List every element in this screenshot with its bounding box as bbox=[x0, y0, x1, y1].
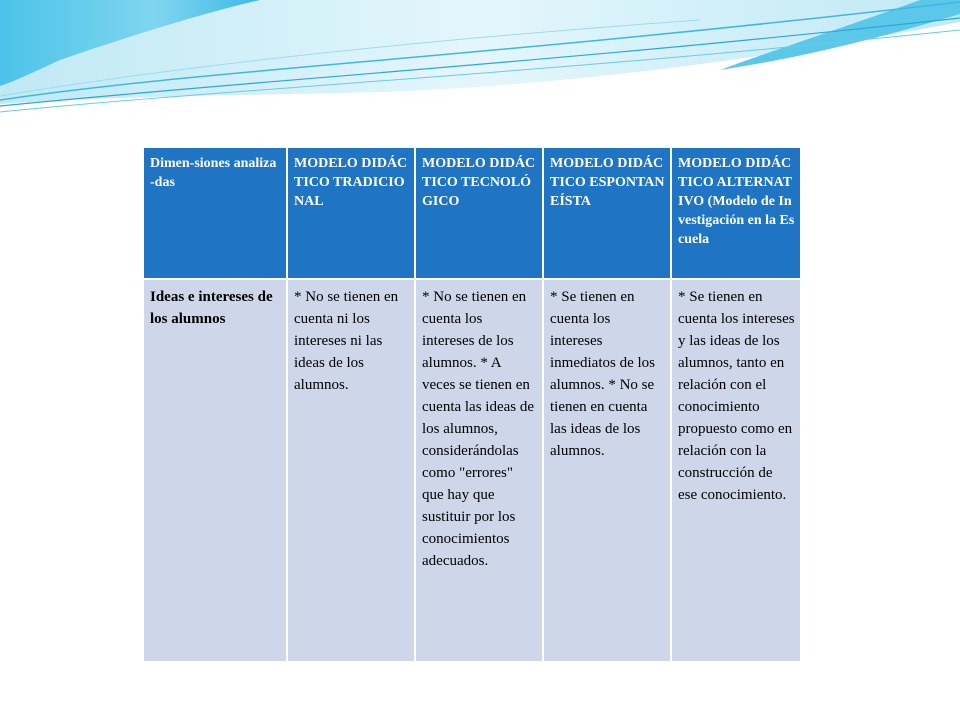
header-label: MODELO DIDÁCTICO TRADICIONAL bbox=[294, 156, 408, 209]
header-label: MODELO DIDÁCTICO ESPONTANEÍSTA bbox=[550, 156, 665, 209]
didactic-models-table bbox=[142, 146, 802, 663]
table-row bbox=[143, 279, 801, 662]
table-header-row bbox=[143, 147, 801, 279]
row-technological-cell: * No se tienen en cuenta los intereses de los alumnos. * A veces se tienen en cuenta las ideas de los alumnos, considerándolas como "errores" que hay que sustituir por los conocimientos adecuados. bbox=[415, 279, 543, 662]
header-cell-spontaneist-model bbox=[543, 147, 671, 279]
header-cell-dimensions bbox=[143, 147, 287, 279]
row-dimension-cell: Ideas e intereses de los alumnos bbox=[143, 279, 287, 662]
header-label: Dimen-siones analiza-das bbox=[150, 156, 277, 190]
header-label: MODELO DIDÁCTICO TECNOLÓGICO bbox=[422, 156, 536, 209]
header-cell-alternative-model bbox=[671, 147, 801, 279]
wave-header-decoration bbox=[0, 0, 960, 120]
header-cell-technological-model bbox=[415, 147, 543, 279]
header-cell-traditional-model bbox=[287, 147, 415, 279]
header-label: MODELO DIDÁCTICO ALTERNATIVO (Modelo de Investigación en la Escuela bbox=[678, 156, 795, 247]
row-alternative-cell: * Se tienen en cuenta los intereses y las ideas de los alumnos, tanto en relación con el conocimiento propuesto como en relación con la construcción de ese conocimiento. bbox=[671, 279, 801, 662]
row-spontaneist-cell: * Se tienen en cuenta los intereses inmediatos de los alumnos. * No se tienen en cuenta las ideas de los alumnos. bbox=[543, 279, 671, 662]
row-traditional-cell: * No se tienen en cuenta ni los intereses ni las ideas de los alumnos. bbox=[287, 279, 415, 662]
